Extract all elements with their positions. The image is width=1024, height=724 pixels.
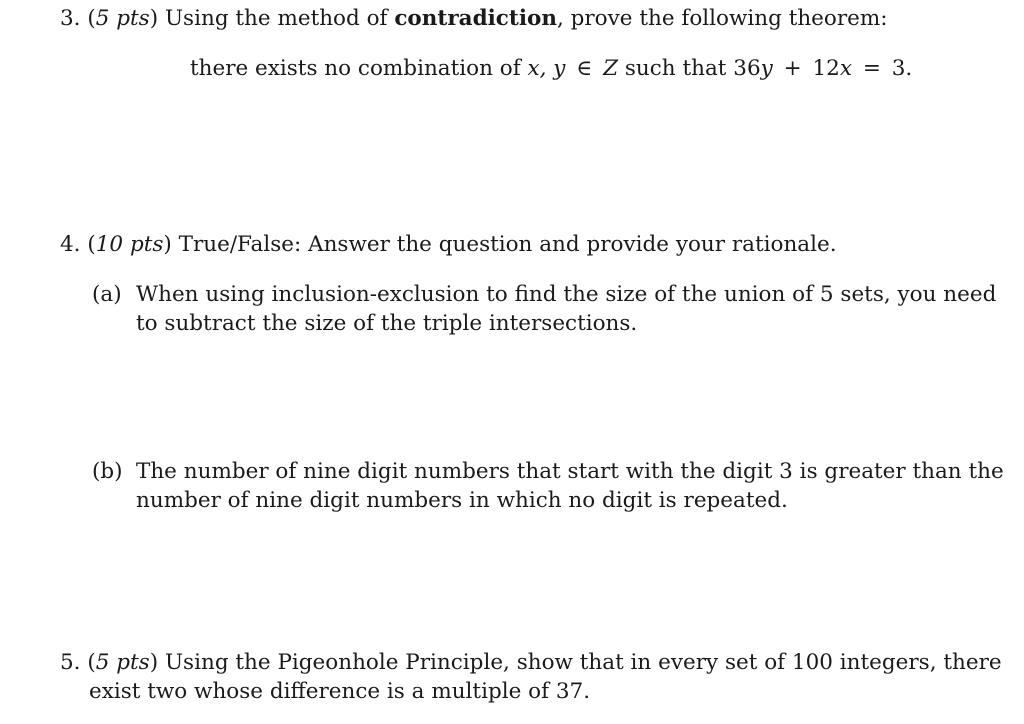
- q4b-line2: [136, 486, 788, 515]
- q3-text-before: Using the method of: [164, 6, 388, 31]
- theorem-vars: x, y: [527, 56, 566, 81]
- theorem-rhs: 3.: [891, 56, 913, 81]
- q4b-text-line2: number of nine digit numbers in which no digit is repeated.: [136, 488, 788, 513]
- q4-heading: 4. (10 pts) True/False: Answer the question and provide your rationale.: [60, 232, 837, 257]
- q5-points: 5 pts: [95, 650, 150, 675]
- q4a-line1: [92, 280, 996, 309]
- q4-text: True/False: Answer the question and provide your rationale.: [178, 232, 837, 257]
- q4a-text-line2: to subtract the size of the triple intersections.: [136, 311, 638, 336]
- q3-bold-word: contradiction: [394, 6, 557, 31]
- theorem-in-symbol: ∈: [576, 56, 593, 81]
- theorem-coef-12: 12: [812, 56, 840, 81]
- q5-text-line2: exist two whose difference is a multiple of 37.: [89, 679, 591, 704]
- theorem-such-that: such that: [624, 56, 727, 81]
- q4-points: 10 pts: [95, 232, 164, 257]
- q3-theorem: [190, 54, 912, 83]
- q4b-label: (b): [92, 459, 123, 484]
- q4-number: 4.: [60, 232, 81, 257]
- q3-points: 5 pts: [95, 6, 150, 31]
- q3-heading: 3. (5 pts) Using the method of contradiction, prove the following theorem:: [60, 6, 888, 31]
- theorem-var-y: y: [760, 56, 773, 81]
- q5-line2: [89, 677, 590, 706]
- theorem-plus: +: [783, 56, 802, 81]
- q4a-line2: [136, 309, 637, 338]
- q4b-line1: [92, 457, 1004, 486]
- q4a-text-line1: When using inclusion-exclusion to find the size of the union of 5 sets, you need: [136, 282, 997, 307]
- q3-text-after: , prove the following theorem:: [556, 6, 888, 31]
- q5-number: 5.: [60, 650, 81, 675]
- theorem-equals: =: [862, 56, 881, 81]
- q3-number: 3.: [60, 6, 81, 31]
- q5-text-line1: Using the Pigeonhole Principle, show that in every set of 100 integers, there: [164, 650, 1002, 675]
- theorem-set: Z: [603, 56, 619, 81]
- q5-line1: 5. (5 pts) Using the Pigeonhole Principle, show that in every set of 100 integers, there: [60, 650, 1002, 675]
- q4b-text-line1: The number of nine digit numbers that start with the digit 3 is greater than the: [136, 459, 1004, 484]
- q4a-label: (a): [92, 282, 122, 307]
- theorem-var-x: x: [839, 56, 852, 81]
- theorem-coef-36: 36: [733, 56, 761, 81]
- theorem-prefix: there exists no combination of: [190, 56, 521, 81]
